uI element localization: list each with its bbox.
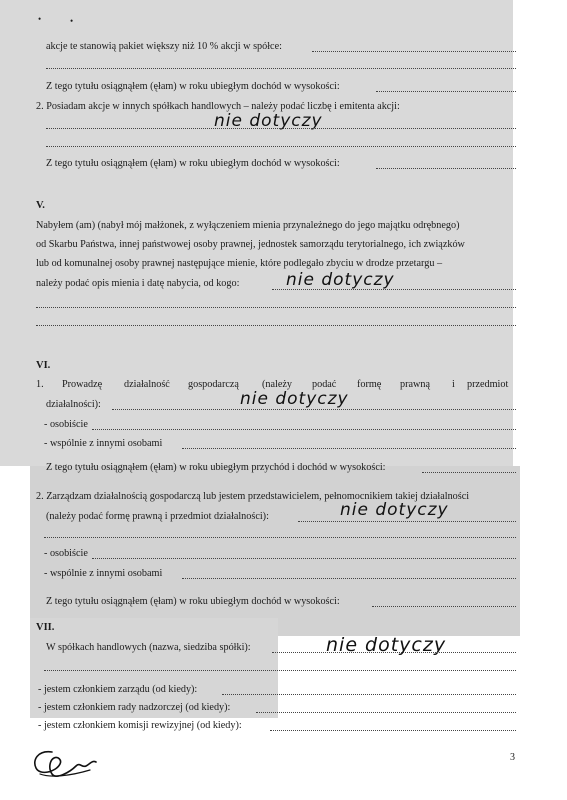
dotted-field <box>376 168 516 169</box>
text-line: - wspólnie z innymi osobami <box>44 568 163 579</box>
dotted-field <box>44 670 516 671</box>
text-line: formę <box>357 379 382 390</box>
margin-right <box>513 0 567 466</box>
dotted-field <box>376 91 516 92</box>
text-line: i <box>452 379 455 390</box>
text-line: 2. Zarządzam działalnością gospodarczą lub jestem przedstawicielem, pełnomocnikiem takiej działalności <box>36 491 470 502</box>
signature-mark <box>30 744 102 784</box>
dotted-field <box>372 606 516 607</box>
dotted-field <box>272 289 516 290</box>
text-line: (należy podać formę prawną i przedmiot działalności): <box>46 511 269 522</box>
text-line: - jestem członkiem rady nadzorczej (od kiedy): <box>38 702 231 713</box>
dotted-field <box>298 521 516 522</box>
text-line: - jestem członkiem zarządu (od kiedy): <box>38 684 198 695</box>
text-line: przedmiot <box>467 379 509 390</box>
dotted-field <box>272 652 516 653</box>
text-line: (należy <box>262 379 292 390</box>
text-line: - osobiście <box>44 419 88 430</box>
dotted-field <box>270 730 516 731</box>
dotted-field <box>312 51 516 52</box>
corner-mark: • <box>38 14 42 24</box>
text-line: należy podać opis mienia i datę nabycia, od kogo: <box>36 278 240 289</box>
dotted-field <box>46 68 516 69</box>
text-line: lub od komunalnej osoby prawnej następujące mienie, które podlegało zbyciu w drodze przetargu – <box>36 258 443 269</box>
text-line: Z tego tytułu osiągnąłem (ęłam) w roku ubiegłym dochód w wysokości: <box>46 158 340 169</box>
text-line: Z tego tytułu osiągnąłem (ęłam) w roku ubiegłym dochód w wysokości: <box>46 81 340 92</box>
handwritten-answer: nie dotyczy <box>340 500 449 520</box>
text-line: działalności): <box>46 399 101 410</box>
page-number: 3 <box>510 752 515 763</box>
dotted-field <box>92 558 516 559</box>
text-line: 2. Posiadam akcje w innych spółkach handlowych – należy podać liczbę i emitenta akcji: <box>36 101 400 112</box>
dotted-field <box>256 712 516 713</box>
dotted-field <box>92 429 516 430</box>
handwritten-answer: nie dotyczy <box>286 270 395 290</box>
text-line: Z tego tytułu osiągnąłem (ęłam) w roku ubiegłym dochód w wysokości: <box>46 596 340 607</box>
dotted-field <box>44 537 516 538</box>
dotted-field <box>182 578 516 579</box>
section-heading: V. <box>36 200 45 211</box>
text-line: gospodarczą <box>188 379 239 390</box>
margin-left <box>0 466 30 800</box>
dotted-field <box>182 448 516 449</box>
text-line: - wspólnie z innymi osobami <box>44 438 163 449</box>
dotted-field <box>46 128 516 129</box>
dotted-field <box>46 146 516 147</box>
text-line: podać <box>312 379 337 390</box>
text-line: od Skarbu Państwa, innej państwowej osoby prawnej, jednostek samorządu terytorialnego, ich związków <box>36 239 465 250</box>
section-heading: VII. <box>36 622 55 633</box>
corner-mark: • <box>70 16 74 26</box>
text-line: prawną <box>400 379 430 390</box>
dotted-field <box>36 325 516 326</box>
dotted-field <box>422 472 516 473</box>
handwritten-answer: nie dotyczy <box>240 389 349 409</box>
section-heading: VI. <box>36 360 51 371</box>
text-line: działalność <box>124 379 170 390</box>
dotted-field <box>112 409 516 410</box>
handwritten-answer: nie dotyczy <box>326 634 447 656</box>
text-line: - osobiście <box>44 548 88 559</box>
text-line: - jestem członkiem komisji rewizyjnej (od kiedy): <box>38 720 242 731</box>
dotted-field <box>222 694 516 695</box>
text-line: Z tego tytułu osiągnąłem (ęłam) w roku ubiegłym przychód i dochód w wysokości: <box>46 462 386 473</box>
dotted-field <box>36 307 516 308</box>
text-line: Nabyłem (am) (nabył mój małżonek, z wyłączeniem mienia przynależnego do jego majątku odrębnego) <box>36 220 460 231</box>
text-line: Prowadzę <box>62 379 103 390</box>
handwritten-answer: nie dotyczy <box>214 111 323 131</box>
text-line: akcje te stanowią pakiet większy niż 10 % akcji w spółce: <box>46 41 282 52</box>
text-line: W spółkach handlowych (nazwa, siedziba spółki): <box>46 642 251 653</box>
text-line: 1. <box>36 379 44 390</box>
